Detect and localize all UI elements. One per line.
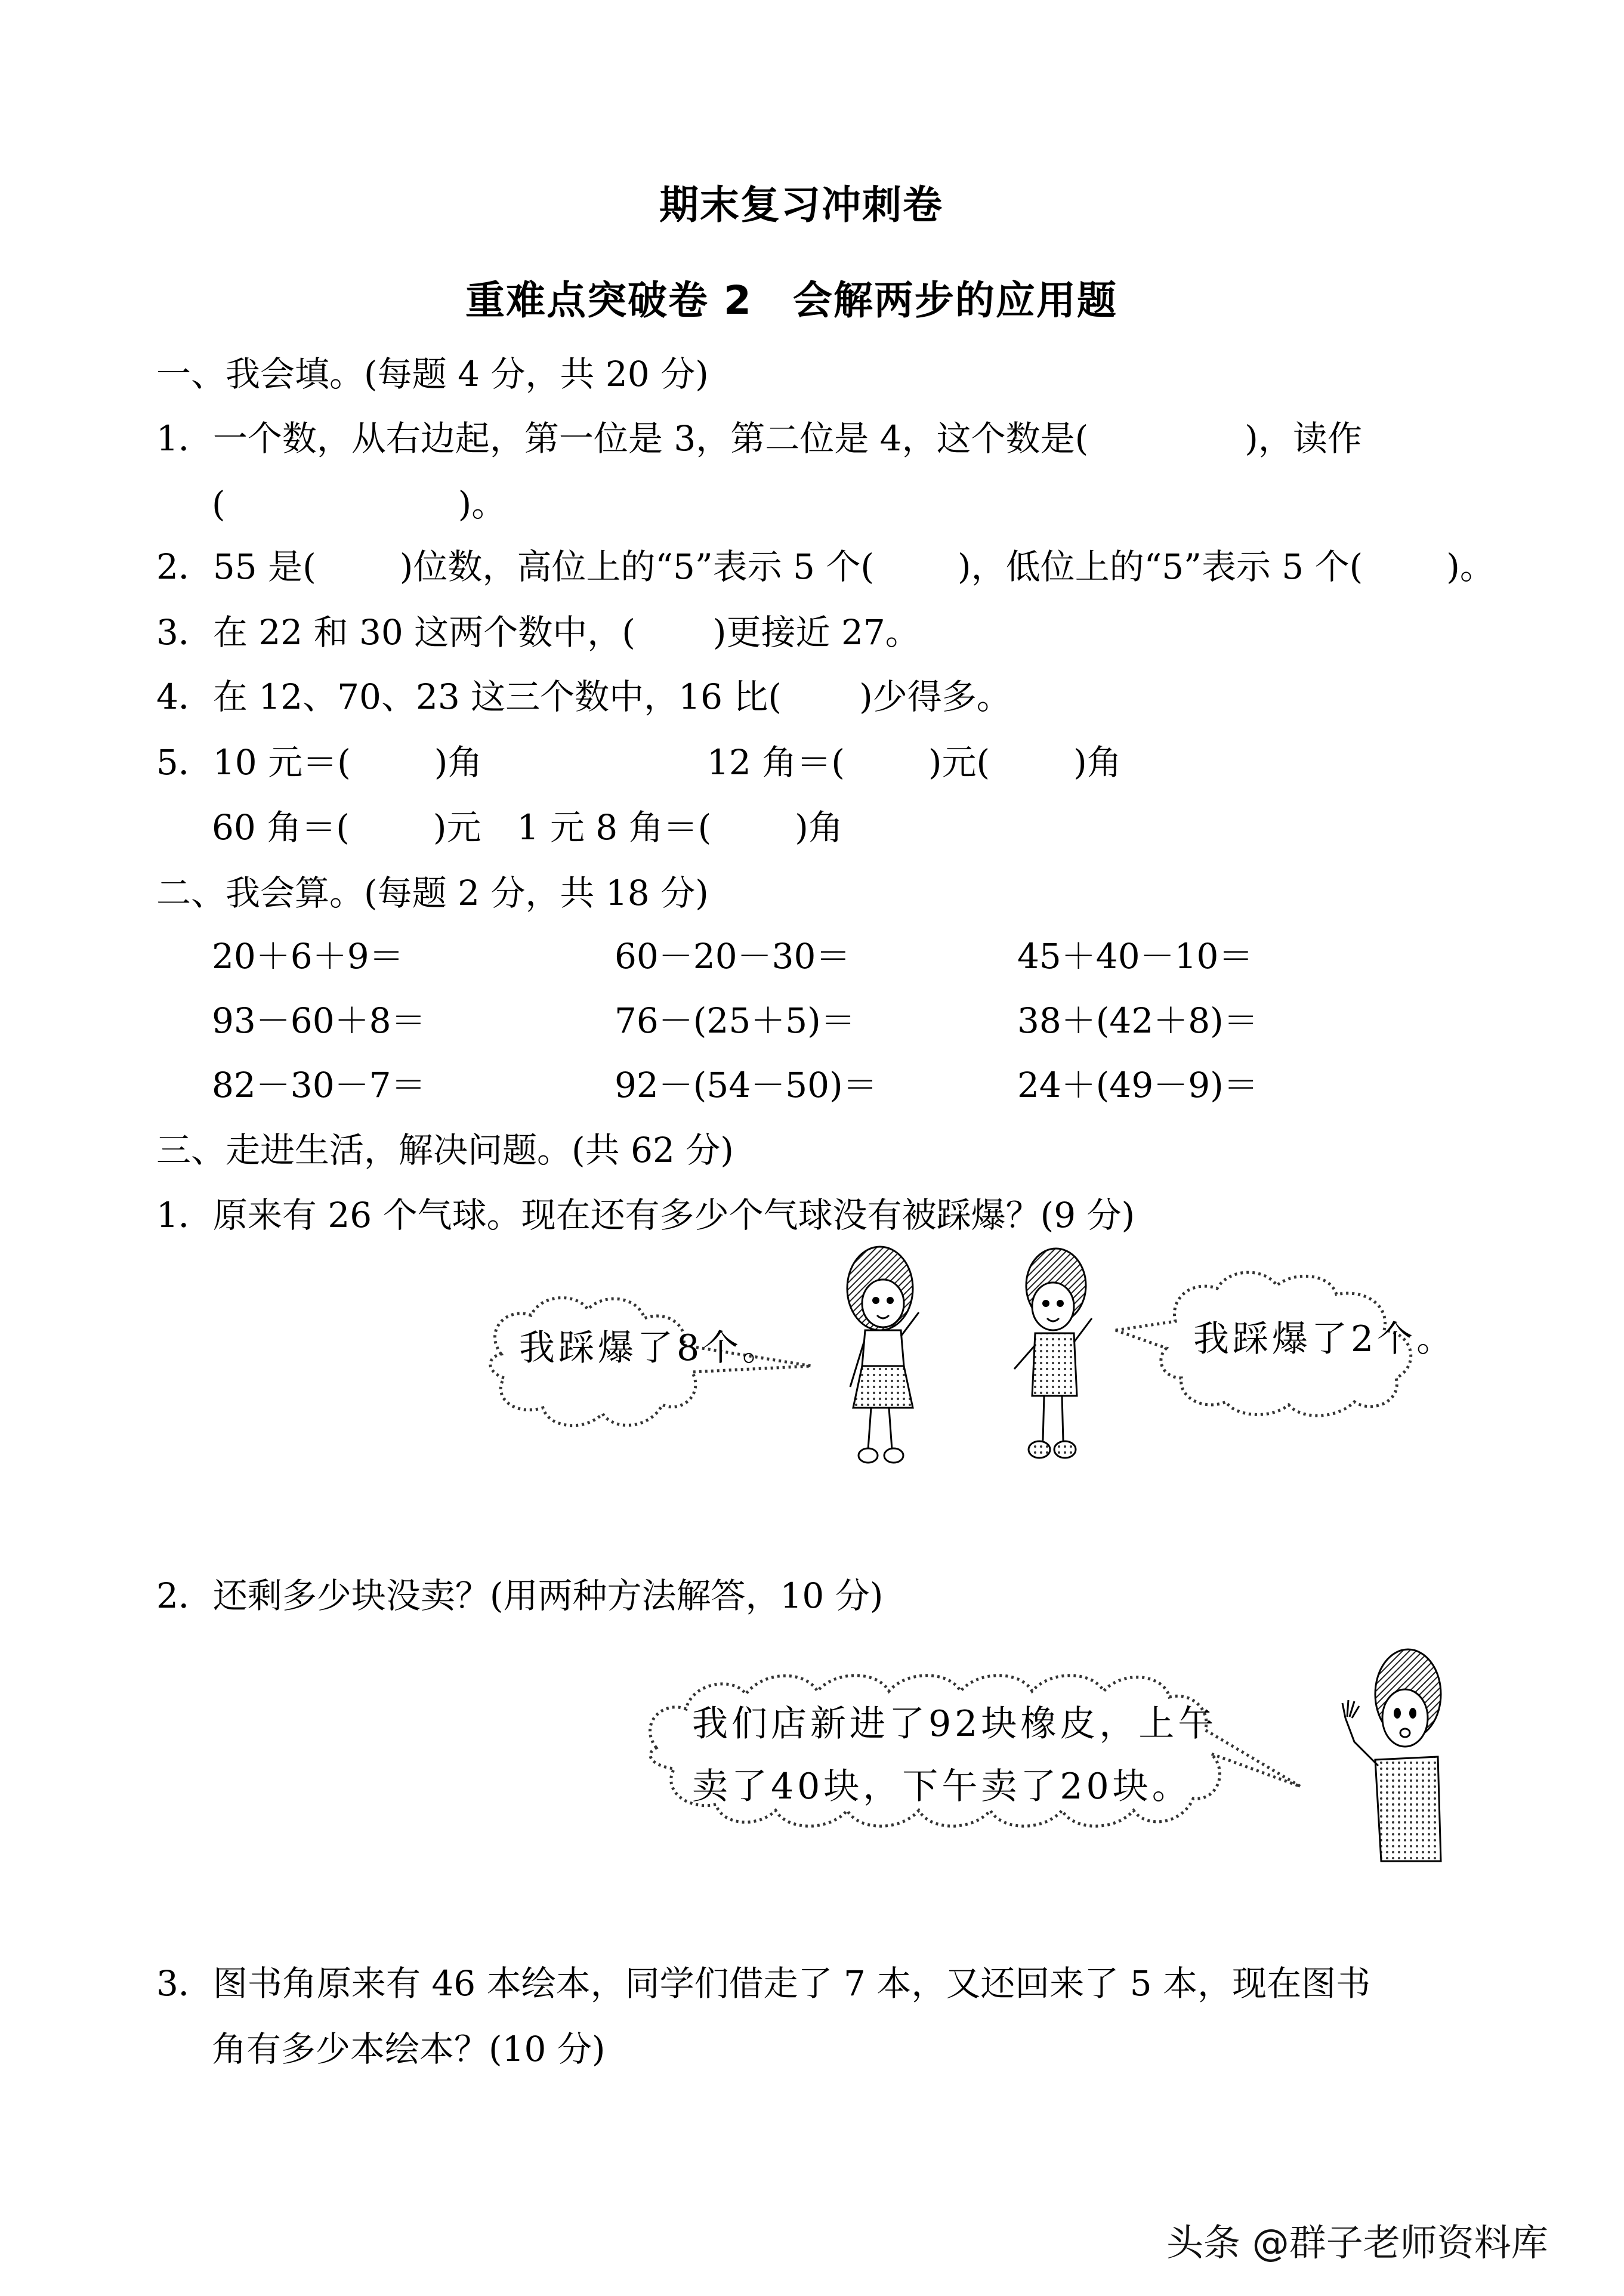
calc-2-3: 38＋(42＋8)＝ — [1017, 1000, 1258, 1041]
problem-3-3-line-1: 3．图书角原来有 46 本绘本，同学们借走了 7 本，又还回来了 5 本，现在图书 — [156, 1963, 1371, 2004]
question-text: )角 — [795, 807, 843, 848]
question-1-5-row1b — [707, 741, 1122, 783]
question-text: ( — [212, 484, 226, 524]
question-1-4 — [156, 676, 1011, 718]
question-text: )元 — [433, 807, 481, 848]
calc-3-3: 24＋(49－9)＝ — [1017, 1065, 1258, 1105]
question-text: )，低位上的“5”表示 5 个( — [958, 546, 1363, 587]
question-text: )。 — [1446, 546, 1495, 587]
question-text: )。 — [458, 484, 507, 524]
question-1-1-cont — [212, 483, 506, 525]
shopkeeper-figure-icon — [1319, 1646, 1474, 1861]
question-text: 1．一个数，从右边起，第一位是 3，第二位是 4，这个数是( — [156, 418, 1089, 459]
question-text: 4．在 12、70、23 这三个数中，16 比( — [156, 676, 782, 717]
question-text: 5．10 元＝( — [156, 742, 351, 783]
question-text: 12 角＝( — [707, 742, 845, 783]
calc-1-3: 45＋40－10＝ — [1017, 936, 1253, 977]
problem-3-2: 2．还剩多少块没卖？(用两种方法解答，10 分) — [156, 1575, 884, 1616]
question-text: 2．55 是( — [156, 546, 316, 587]
problem-3-1: 1．原来有 26 个气球。现在还有多少个气球没有被踩爆？(9 分) — [156, 1195, 1135, 1235]
question-1-2 — [156, 546, 1495, 588]
section-2-heading: 二、我会算。(每题 2 分，共 18 分) — [156, 873, 709, 913]
cloud-bubble-shopkeeper — [638, 1658, 1319, 1849]
question-1-5-row2 — [212, 806, 843, 848]
section-1-heading: 一、我会填。(每题 4 分，共 20 分) — [156, 354, 709, 394]
calc-2-2: 76－(25＋5)＝ — [615, 1000, 856, 1041]
page-title: 期末复习冲刺卷 — [659, 182, 943, 228]
page-subtitle: 重难点突破卷 2 会解两步的应用题 — [465, 277, 1117, 323]
question-text: )，读作 — [1245, 418, 1362, 459]
question-text: )位数，高位上的“5”表示 5 个( — [399, 546, 875, 587]
question-text: )角 — [1073, 742, 1122, 783]
girl-bubble-text: 我踩爆了8个。 — [519, 1327, 782, 1369]
calc-1-2: 60－20－30＝ — [615, 936, 851, 977]
question-text: )更接近 27。 — [712, 612, 920, 653]
shopkeeper-bubble-line-1: 我们店新进了92块橡皮，上午 — [692, 1703, 1218, 1745]
question-text: )角 — [434, 742, 483, 783]
calc-1-1: 20＋6＋9＝ — [212, 936, 404, 977]
question-text: 3．在 22 和 30 这两个数中，( — [156, 612, 635, 653]
question-text: )元( — [928, 742, 990, 783]
calc-3-2: 92－(54－50)＝ — [615, 1065, 878, 1105]
calc-2-1: 93－60＋8＝ — [212, 1000, 426, 1041]
question-1-1 — [156, 418, 1362, 459]
section-3-heading: 三、走进生活，解决问题。(共 62 分) — [156, 1130, 734, 1170]
watermark: 头条 @群子老师资料库 — [1166, 2221, 1548, 2264]
question-1-3 — [156, 611, 920, 653]
boy-figure-icon — [1002, 1247, 1110, 1473]
shopkeeper-bubble-line-2: 卖了40块，下午卖了20块。 — [692, 1766, 1191, 1807]
question-1-5-row1a — [156, 741, 482, 783]
question-text: 60 角＝( — [212, 807, 350, 848]
question-text: )少得多。 — [859, 676, 1011, 717]
problem-3-3-line-2: 角有多少本绘本？(10 分) — [212, 2029, 606, 2069]
boy-bubble-text: 我踩爆了2个。 — [1193, 1318, 1456, 1360]
question-text: 1 元 8 角＝( — [517, 807, 712, 848]
calc-3-1: 82－30－7＝ — [212, 1065, 426, 1105]
girl-figure-icon — [829, 1247, 937, 1473]
